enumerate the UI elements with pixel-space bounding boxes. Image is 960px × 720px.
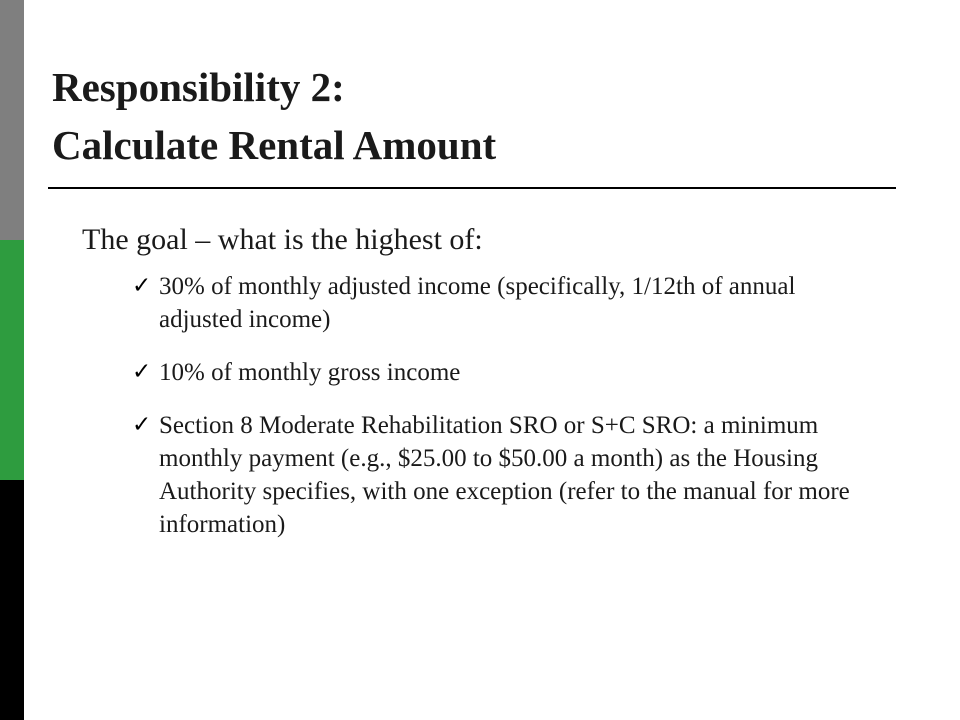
bullet-list	[132, 270, 872, 561]
bullet-item	[132, 356, 872, 389]
bullet-item	[132, 270, 872, 336]
side-bar-green-segment	[0, 240, 24, 480]
check-icon: ✓	[132, 359, 152, 385]
slide-title-line-1: Responsibility 2:	[52, 64, 345, 110]
slide-title	[52, 58, 496, 174]
title-underline-rule	[48, 187, 896, 189]
bullet-text: 30% of monthly adjusted income (specifically, 1/12th of annual adjusted income)	[159, 273, 796, 333]
check-icon: ✓	[132, 273, 152, 299]
side-bar-gray-segment	[0, 0, 24, 240]
slide-title-line-2: Calculate Rental Amount	[52, 122, 497, 168]
side-bar-black-segment	[0, 480, 24, 720]
check-icon: ✓	[132, 412, 152, 438]
bullet-item	[132, 409, 872, 541]
side-color-bar	[0, 0, 24, 720]
bullet-text: Section 8 Moderate Rehabilitation SRO or S+C SRO: a minimum monthly payment (e.g., $25.00 to $50.00 a month) as the Housing Authority specifies, with one exception (refer to the manual for more information)	[159, 412, 850, 538]
intro-text: The goal – what is the highest of:	[82, 223, 483, 256]
bullet-text: 10% of monthly gross income	[159, 359, 461, 386]
